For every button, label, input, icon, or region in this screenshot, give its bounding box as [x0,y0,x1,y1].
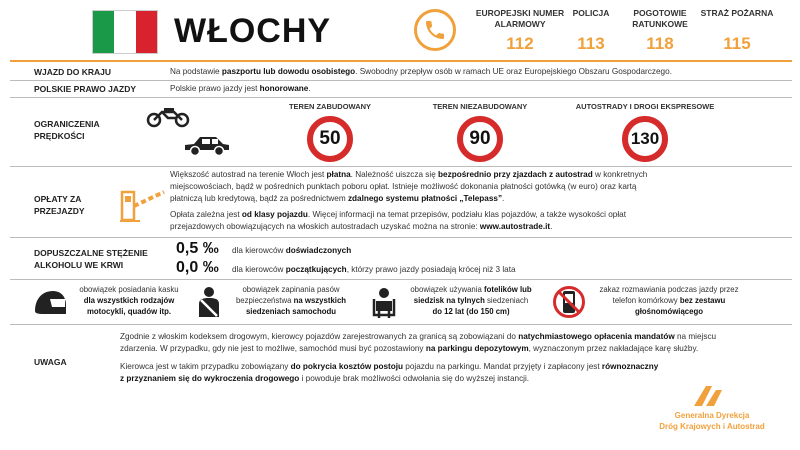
flag-white-stripe [114,11,135,53]
phone-icon [414,9,456,51]
alcohol-desc-novice: dla kierowców początkujących, którzy prawo jazdy posiadają krócej niż 3 lata [232,265,516,274]
gddkia-logo-icon [692,384,726,413]
zone-label: TEREN ZABUDOWANY [288,102,372,111]
entry-text: Na podstawie paszportu lub dowodu osobistego. Swobodny przepływ osób w ramach UE oraz Europejskiego Obszaru Gospodarczego. [170,67,672,76]
notes-label: UWAGA [34,357,67,367]
no-phone-text: zakaz rozmawiania podczas jazdy przez telefon komórkowy bez zestawu głośnomówiącego [599,285,739,316]
speed-sign: 90 [457,116,503,162]
seatbelt-text: obowiązek zapinania pasów bezpieczeństwa na wszystkich siedzeniach samochodu [235,285,347,316]
emergency-label: POLICJA [572,8,610,18]
header-divider [10,60,792,62]
tolls-label: OPŁATY ZA PRZEJAZDY [34,194,85,216]
emergency-label: STRAŻ POŻARNA [700,8,774,18]
seatbelt-icon [196,286,222,323]
alcohol-limit-experienced: 0,5 ‰ [176,240,219,257]
speed-sign: 130 [622,116,668,162]
divider [10,166,792,167]
divider [10,237,792,238]
alcohol-desc-experienced: dla kierowców doświadczonych [232,246,352,255]
emergency-number: 112 [506,34,534,53]
notes-text: Zgodnie z włoskim kodeksem drogowym, kierowcy pojazdów zarejestrowanych za granicą są zobowiązani do natychmiastowego opłacenia mandatów na miejscu zdarzenia. W przypadku, gdy nie jest to możliwe, samochód musi być pozostawiony na parkingu depozytowym, wyznaczonym przez nakładające karę służby. Kierowca jest w takim przypadku zobowiązany do pokrycia kosztów postoju pojazdu na parkingu. Mandat przyjęty i zapłacony jest równoznaczny z przyznaniem się do wykroczenia drogowego i powoduje brak możliwości odwołania się do wyższej instancji. [120,332,717,383]
license-text: Polskie prawo jazdy jest honorowane. [170,84,311,93]
child-seat-text: obowiązek używania fotelików lub siedzisk na tylnych siedzeniach do 12 lat (do 150 cm) [410,285,532,316]
child-seat-icon [370,287,398,324]
toll-gate-icon [120,186,166,227]
alcohol-label: DOPUSZCZALNE STĘŻENIE ALKOHOLU WE KRWI [34,248,148,270]
emergency-fire [700,8,774,54]
speed-label: OGRANICZENIA PRĘDKOŚCI [34,119,100,141]
divider [10,80,792,81]
divider [10,97,792,98]
emergency-number: 115 [723,34,751,53]
flag-red-stripe [136,11,157,53]
emergency-european [470,8,570,54]
motorcycle-icon [146,104,190,133]
divider [10,279,792,280]
tolls-text: Większość autostrad na terenie Włoch jest płatna. Należność uiszcza się bezpośrednio przy zjazdach z autostrad w konkretnych miejscowościach, bądź w pośrednich punktach poboru opłat. Istnieje możliwość dokonania płatności gotówką (w euro) oraz kartą płatniczą lub kredytową, bądź za pośrednictwem zdalnego systemu płatności „Telepass”. Opłata zależna jest od klasy pojazdu. Więcej informacji na temat przepisów, podziału klas pojazdów, a także wysokości opłat przejazdowych obowiązujących na włoskich autostradach uzyskać można na stronie: www.autostrade.it. [170,170,648,231]
italy-flag [92,10,158,54]
license-label: POLSKIE PRAWO JAZDY [34,84,137,94]
divider [10,324,792,325]
helmet-text: obowiązek posiadania kasku dla wszystkich rodzajów motocykli, quadów itp. [79,285,179,316]
car-icon [182,134,232,163]
helmet-icon [32,289,68,324]
zone-label: TEREN NIEZABUDOWANY [432,102,528,111]
gddkia-name: Generalna Dyrekcja Dróg Krajowych i Autostrad [659,411,765,431]
emergency-police [566,8,616,54]
entry-label: WJAZD DO KRAJU [34,67,111,77]
flag-green-stripe [93,11,114,53]
emergency-ambulance [628,8,692,54]
zone-label: AUTOSTRADY I DROGI EKSPRESOWE [575,102,715,111]
no-phone-icon [552,285,586,324]
emergency-label: POGOTOWIE RATUNKOWE [632,8,688,29]
emergency-number: 118 [646,34,674,53]
emergency-number: 113 [577,34,605,53]
speed-sign: 50 [307,116,353,162]
country-title: WŁOCHY [174,12,332,50]
alcohol-limit-novice: 0,0 ‰ [176,259,219,276]
emergency-label: EUROPEJSKI NUMER ALARMOWY [475,8,565,29]
